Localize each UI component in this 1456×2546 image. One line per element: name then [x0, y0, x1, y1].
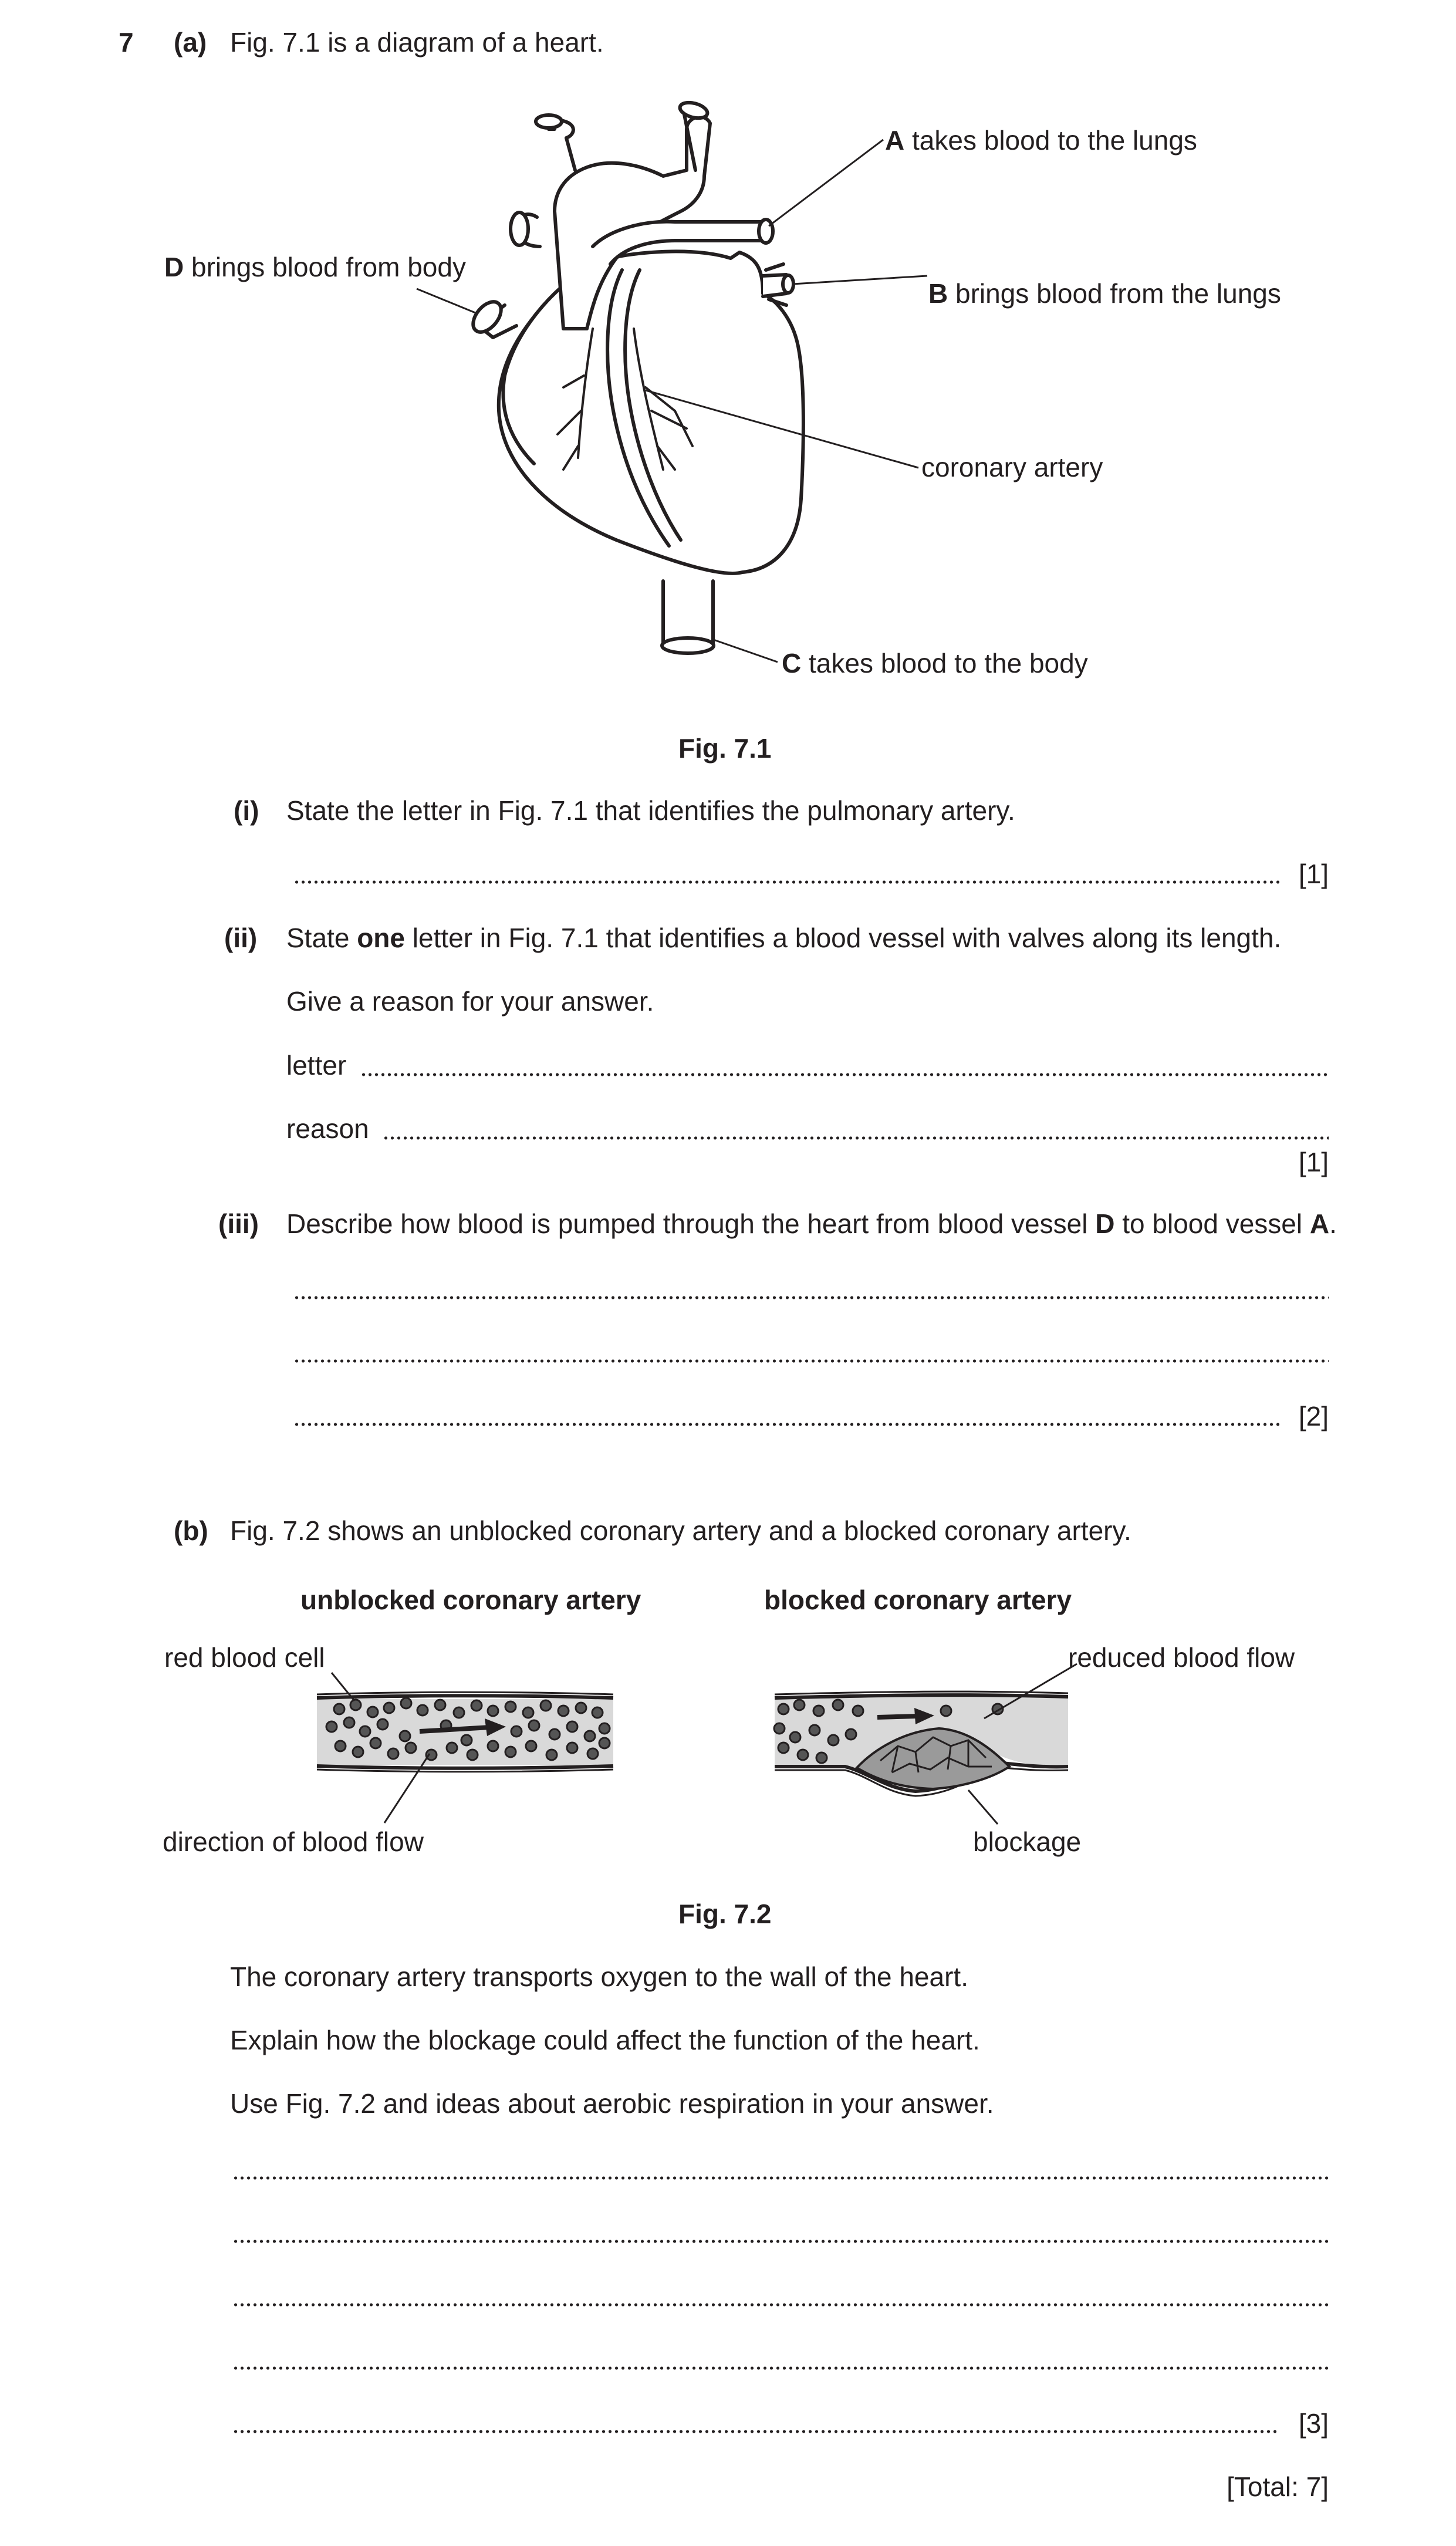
red-blood-cell	[587, 1748, 598, 1759]
red-blood-cell	[585, 1731, 595, 1741]
red-blood-cell	[778, 1704, 789, 1714]
red-blood-cell	[576, 1703, 586, 1713]
unblocked-artery	[317, 1692, 613, 1772]
red-blood-cell	[326, 1721, 337, 1732]
flow-arrow-blocked	[877, 1716, 918, 1717]
red-blood-cell	[377, 1719, 388, 1730]
part-b-intro: Fig. 7.2 shows an unblocked coronary artery and a blocked coronary artery.	[230, 1515, 1131, 1546]
part-a-intro: Fig. 7.1 is a diagram of a heart.	[230, 27, 604, 58]
red-blood-cell	[774, 1723, 785, 1734]
answer-line-b-5[interactable]	[232, 2430, 1279, 2433]
red-blood-cell	[599, 1723, 610, 1734]
part-a-ii-letter-label: letter	[286, 1050, 347, 1080]
red-blood-cell	[435, 1700, 445, 1710]
part-a-i-label: (i)	[234, 795, 259, 826]
red-blood-cell	[546, 1750, 557, 1760]
red-blood-cell	[558, 1706, 569, 1716]
red-blood-cell	[426, 1750, 437, 1760]
red-blood-cell	[367, 1707, 378, 1717]
red-blood-cell	[846, 1729, 856, 1740]
part-a-i-text: State the letter in Fig. 7.1 that identifies the pulmonary artery.	[286, 795, 1015, 826]
red-blood-cell	[417, 1705, 428, 1716]
red-blood-cell	[794, 1700, 805, 1710]
unblocked-title: unblocked coronary artery	[300, 1585, 641, 1615]
red-blood-cell	[388, 1748, 398, 1759]
red-blood-cell	[526, 1741, 536, 1751]
label-d: D brings blood from body	[164, 252, 466, 282]
red-blood-cell	[798, 1750, 808, 1760]
red-blood-cell	[447, 1743, 457, 1753]
red-blood-cell	[360, 1726, 370, 1737]
label-b: B brings blood from the lungs	[928, 278, 1281, 309]
part-a-ii-label: (ii)	[224, 923, 258, 953]
red-blood-cell	[370, 1738, 381, 1748]
part-a-ii-text: State one letter in Fig. 7.1 that identifies a blood vessel with valves along its length.	[286, 923, 1282, 953]
red-blood-cell	[599, 1738, 610, 1748]
red-blood-cell	[809, 1725, 820, 1735]
marks-ii: [1]	[1298, 1147, 1329, 1177]
label-blockage: blockage	[973, 1826, 1082, 1857]
red-blood-cell	[406, 1743, 416, 1753]
red-blood-cell	[353, 1747, 363, 1757]
total-marks: [Total: 7]	[1227, 2471, 1329, 2502]
answer-line-b-1[interactable]	[232, 2176, 1329, 2180]
red-blood-cell	[941, 1706, 951, 1716]
part-b-label: (b)	[174, 1515, 208, 1546]
part-a-ii-reason-label: reason	[286, 1113, 369, 1144]
part-b-line1: The coronary artery transports oxygen to the wall of the heart.	[230, 1961, 968, 1992]
red-blood-cell	[567, 1743, 577, 1753]
blocked-title: blocked coronary artery	[764, 1585, 1072, 1615]
red-blood-cell	[505, 1701, 516, 1712]
red-blood-cell	[488, 1706, 498, 1716]
part-a-label: (a)	[174, 27, 207, 58]
part-a-iii-label: (iii)	[218, 1208, 259, 1239]
red-blood-cell	[529, 1720, 539, 1731]
red-blood-cell	[471, 1700, 482, 1711]
red-blood-cell	[401, 1698, 411, 1708]
red-blood-cell	[828, 1735, 839, 1745]
red-blood-cell	[813, 1706, 824, 1716]
label-c: C takes blood to the body	[782, 648, 1088, 678]
marks-i: [1]	[1298, 859, 1329, 889]
red-blood-cell	[540, 1700, 551, 1711]
part-b-line3: Use Fig. 7.2 and ideas about aerobic respiration in your answer.	[230, 2088, 994, 2119]
red-blood-cell	[853, 1706, 863, 1716]
part-b-line2: Explain how the blockage could affect the function of the heart.	[230, 2025, 980, 2055]
label-red-blood-cell: red blood cell	[164, 1642, 325, 1673]
label-a: A takes blood to the lungs	[885, 125, 1197, 156]
red-blood-cell	[334, 1704, 344, 1714]
red-blood-cell	[790, 1732, 800, 1743]
red-blood-cell	[335, 1741, 346, 1751]
part-a-iii-text: Describe how blood is pumped through the heart from blood vessel D to blood vessel A.	[286, 1208, 1337, 1239]
red-blood-cell	[461, 1735, 472, 1745]
answer-line-b-3[interactable]	[232, 2303, 1329, 2307]
red-blood-cell	[454, 1707, 464, 1718]
label-direction: direction of blood flow	[163, 1826, 424, 1857]
red-blood-cell	[350, 1700, 361, 1710]
fig-7-1-caption: Fig. 7.1	[678, 733, 772, 764]
red-blood-cell	[523, 1707, 533, 1718]
red-blood-cell	[567, 1721, 577, 1732]
red-blood-cell	[505, 1747, 516, 1757]
question-number: 7	[119, 27, 134, 58]
fig-7-2-caption: Fig. 7.2	[678, 1899, 772, 1929]
answer-line-b-2[interactable]	[232, 2240, 1329, 2243]
red-blood-cell	[549, 1729, 560, 1740]
marks-iii: [2]	[1298, 1401, 1329, 1431]
red-blood-cell	[488, 1741, 498, 1751]
blocked-artery	[774, 1691, 1068, 1796]
label-reduced-flow: reduced blood flow	[1068, 1642, 1295, 1673]
red-blood-cell	[344, 1717, 354, 1728]
label-coronary: coronary artery	[921, 452, 1103, 482]
red-blood-cell	[592, 1707, 603, 1718]
red-blood-cell	[816, 1753, 827, 1763]
red-blood-cell	[400, 1731, 410, 1741]
red-blood-cell	[778, 1743, 789, 1753]
leader-blockage	[968, 1790, 998, 1824]
part-a-ii-reason-prompt: Give a reason for your answer.	[286, 986, 654, 1017]
red-blood-cell	[511, 1726, 522, 1737]
answer-line-b-4[interactable]	[232, 2366, 1329, 2370]
marks-b: [3]	[1298, 2408, 1329, 2439]
red-blood-cell	[833, 1700, 843, 1710]
red-blood-cell	[384, 1703, 394, 1713]
red-blood-cell	[467, 1750, 478, 1760]
